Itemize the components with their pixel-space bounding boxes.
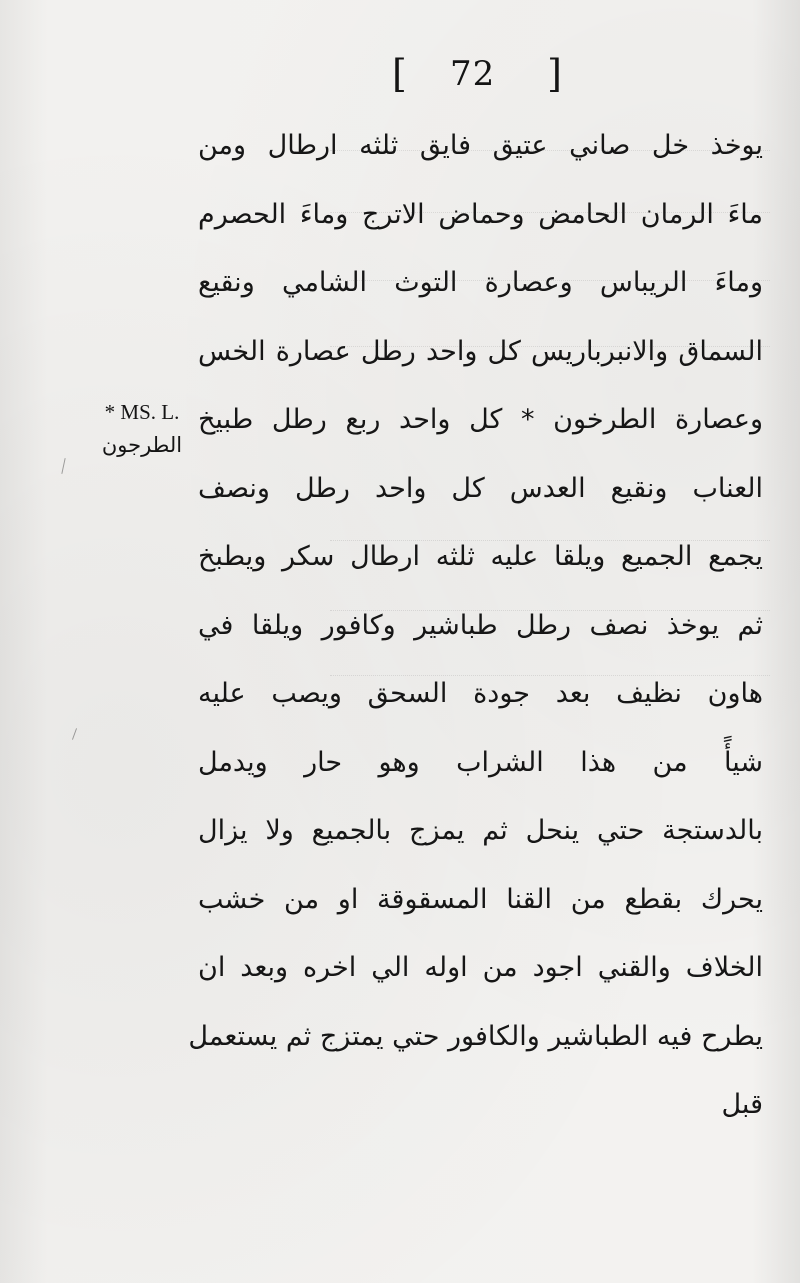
margin-note (92, 400, 192, 466)
text-line: الخلاف والقني اجود من اوله الي اخره وبعد ان (198, 952, 763, 983)
text-line: يحرك بقطع من القنا المسقوقة او من خشب (198, 883, 763, 915)
text-line: بالدستجة حتي ينحل ثم يمزج بالجميع ولا يزال (198, 815, 763, 846)
text-line: العناب ونقيع العدس كل واحد رطل ونصف (198, 472, 763, 504)
margin-note-reference: * MS. L. (104, 400, 180, 424)
text-line: ماءَ الرمان الحامض وحماض الاترج وماءَ الحصرم (198, 198, 763, 230)
page-number: 72 (450, 54, 496, 94)
page-header (392, 44, 562, 104)
margin-note-variant: الطرجون (101, 433, 183, 457)
bracket-open: [ (392, 52, 407, 96)
text-line: هاون نظيف بعد جودة السحق ويصب عليه (198, 678, 763, 709)
text-line-final: قبل (721, 1089, 763, 1120)
text-line: يجمع الجميع ويلقا عليه ثلثه ارطال سكر ويطبخ (198, 541, 763, 572)
arabic-text-block (188, 112, 763, 1140)
paper-speck (72, 728, 77, 740)
text-line: وعصارة الطرخون * كل واحد ربع رطل طبيخ (198, 404, 763, 435)
text-line: يطرح فيه الطباشير والكافور حتي يمتزج ثم يستعمل (188, 1020, 763, 1052)
text-line: شيأً من هذا الشراب وهو حار ويدمل (198, 746, 763, 778)
text-line: السماق والانبرباريس كل واحد رطل عصارة الخس (198, 335, 763, 367)
text-line: وماءَ الريباس وعصارة التوث الشامي ونقيع (198, 267, 763, 298)
bracket-close: ] (547, 52, 562, 96)
paper-speck (61, 458, 65, 474)
text-line: يوخذ خل صاني عتيق فايق ثلثه ارطال ومن (198, 130, 763, 161)
text-line: ثم يوخذ نصف رطل طباشير وكافور ويلقا في (198, 609, 763, 641)
